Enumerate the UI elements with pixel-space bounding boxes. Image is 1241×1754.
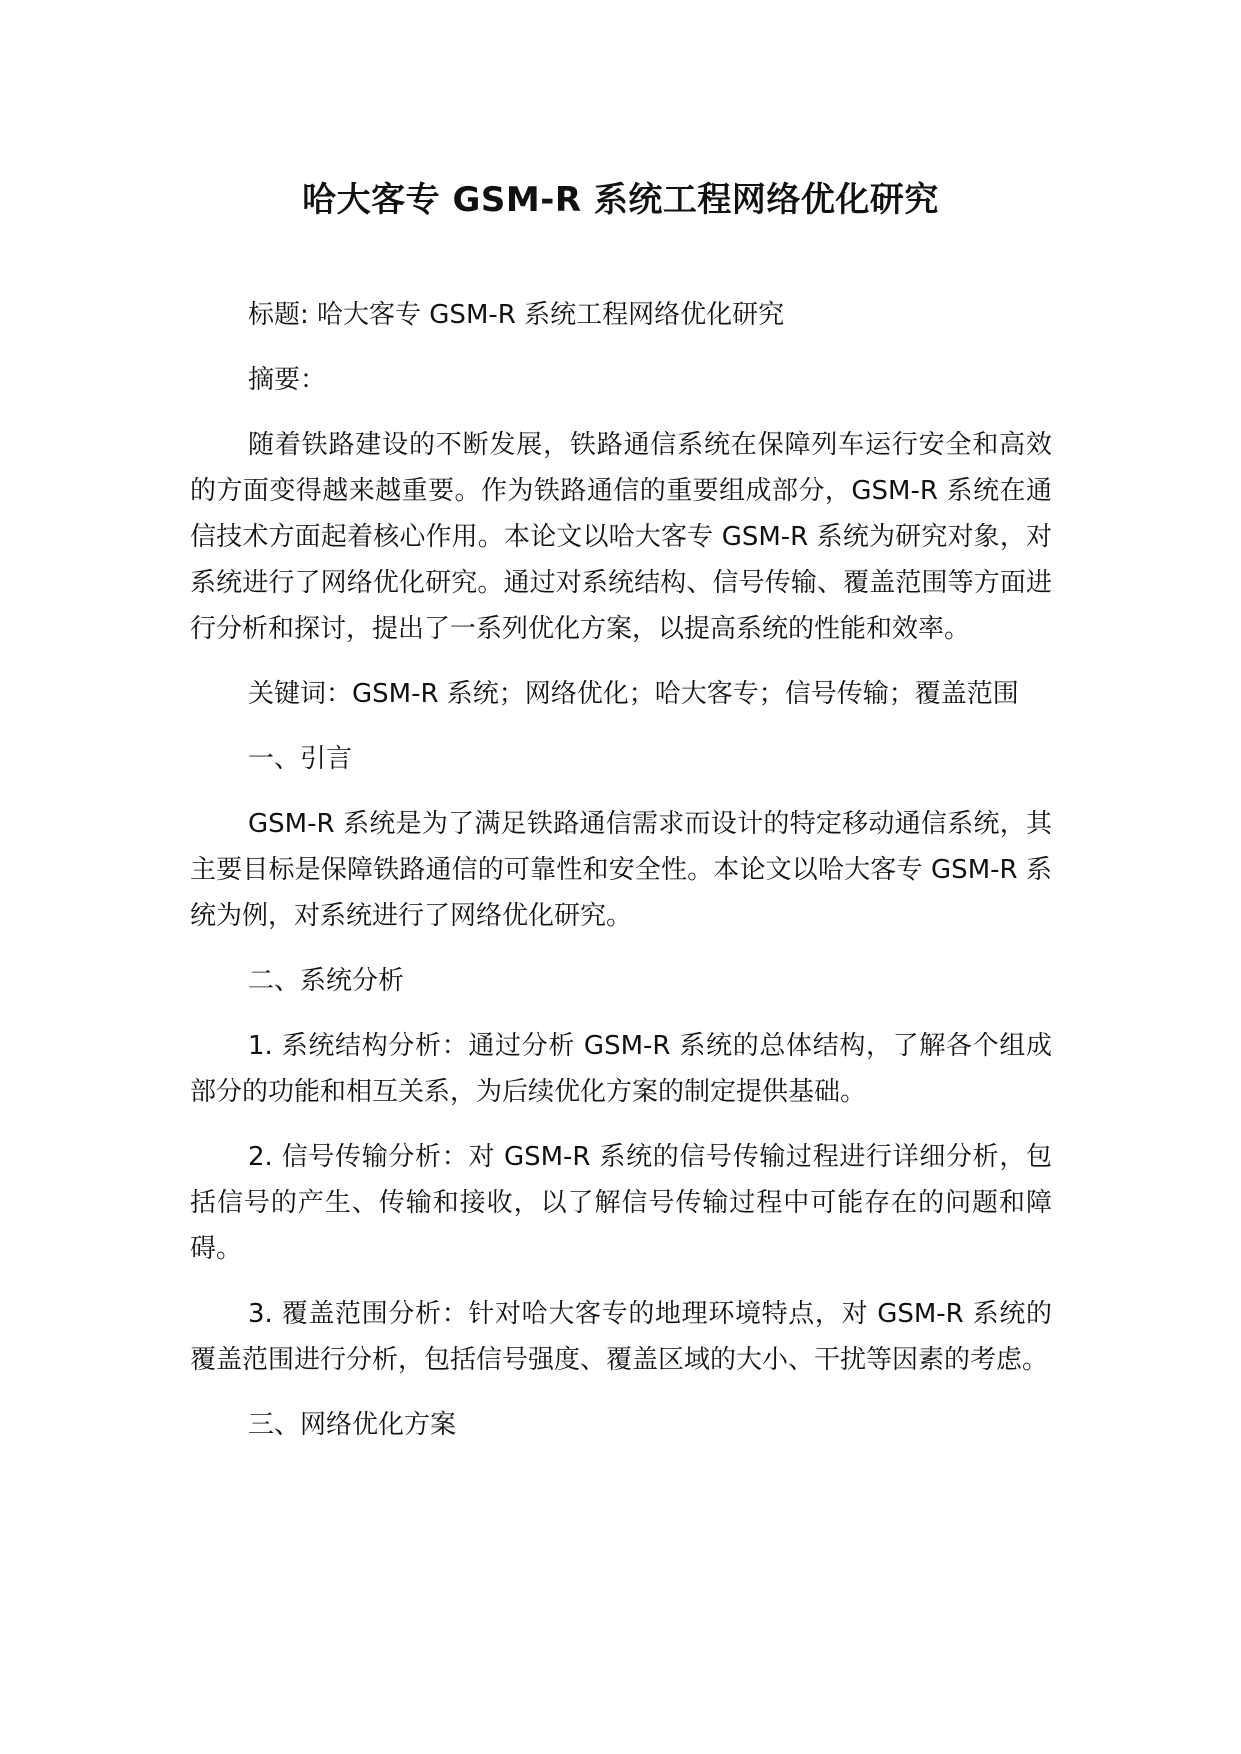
introduction-text: GSM-R 系统是为了满足铁路通信需求而设计的特定移动通信系统，其主要目标是保障铁路通信的可靠性和安全性。本论文以哈大客专 GSM-R 系统为例，对系统进行了网络优化研究。 [190,809,1052,931]
keywords: 关键词：GSM-R 系统；网络优化；哈大客专；信号传输；覆盖范围 [248,679,1019,709]
analysis-item-structure: 1. 系统结构分析：通过分析 GSM-R 系统的总体结构，了解各个组成部分的功能和相互关系，为后续优化方案的制定提供基础。 [190,1031,1052,1107]
document-body [190,292,1052,1448]
section-heading-introduction: 一、引言 [248,744,353,774]
abstract-heading: 摘要： [248,365,327,395]
abstract-text: 随着铁路建设的不断发展，铁路通信系统在保障列车运行安全和高效的方面变得越来越重要。作为铁路通信的重要组成部分，GSM-R 系统在通信技术方面起着核心作用。本论文以哈大客专 GSM-R 系统为研究对象，对系统进行了网络优化研究。通过对系统结构、信号传输、覆盖范围等方面进行分析和探讨，提出了一系列优化方案，以提高系统的性能和效率。 [190,430,1052,644]
section-heading-optimization: 三、网络优化方案 [248,1410,457,1440]
section-heading-system-analysis: 二、系统分析 [248,966,405,996]
title-line: 标题: 哈大客专 GSM-R 系统工程网络优化研究 [248,300,785,330]
analysis-item-signal: 2. 信号传输分析：对 GSM-R 系统的信号传输过程进行详细分析，包括信号的产生、传输和接收，以了解信号传输过程中可能存在的问题和障碍。 [190,1142,1052,1264]
analysis-item-coverage: 3. 覆盖范围分析：针对哈大客专的地理环境特点，对 GSM-R 系统的覆盖范围进行分析，包括信号强度、覆盖区域的大小、干扰等因素的考虑。 [190,1299,1052,1375]
document-title: 哈大客专 GSM-R 系统工程网络优化研究 [302,180,939,220]
